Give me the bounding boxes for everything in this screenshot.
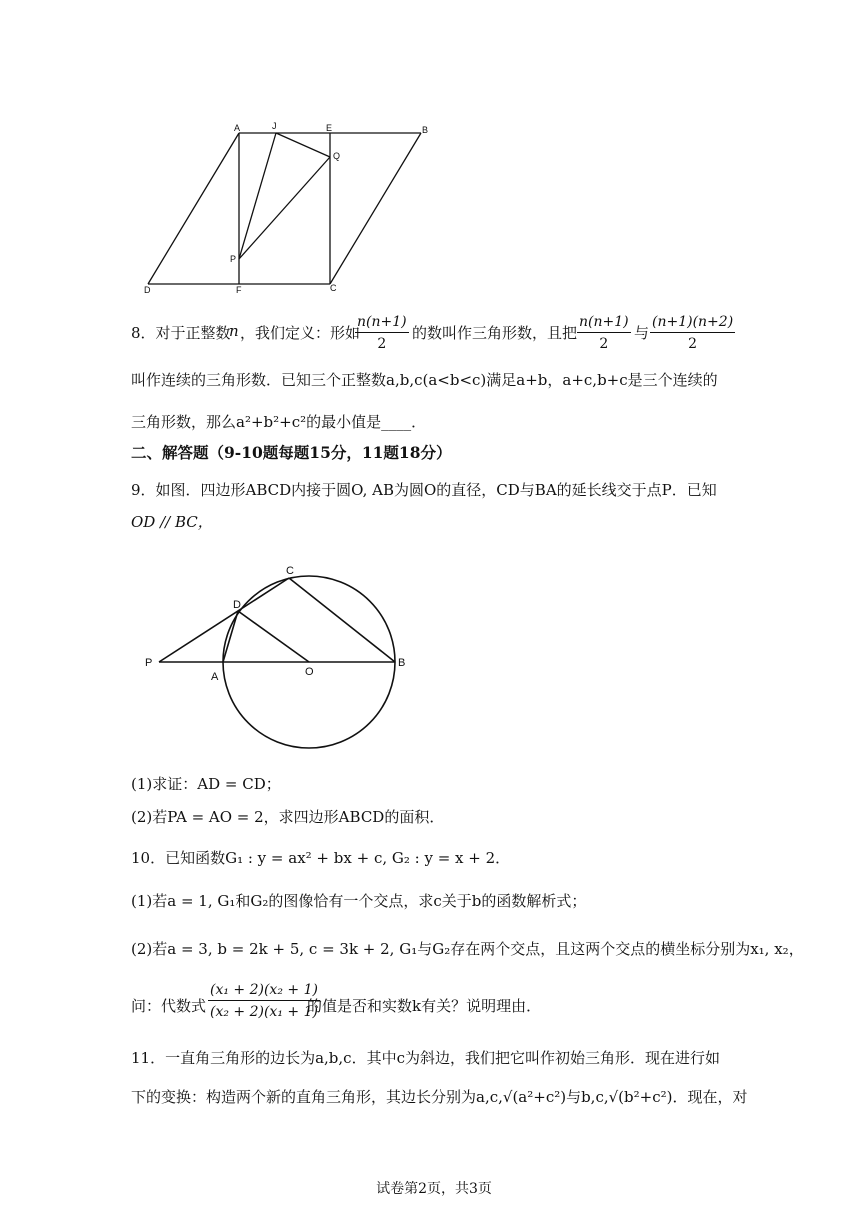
point-label-e: E bbox=[326, 123, 333, 133]
point-label-a: A bbox=[234, 123, 241, 133]
q9-line1: 9．如图．四边形ABCD内接于圆O, AB为圆O的直径，CD与BA的延长线交于点P．已知 bbox=[131, 481, 717, 499]
q8-frac2-num: n(n+1) bbox=[577, 312, 631, 333]
q10-line1: 10．已知函数G₁ : y = ax² + bx + c, G₂ : y = x + 2． bbox=[131, 849, 511, 867]
q10-part2: (2)若a = 3, b = 2k + 5, c = 3k + 2, G₁与G₂存在两个交点，且这两个交点的横坐标分别为x₁, x₂， bbox=[131, 940, 804, 958]
point-label-q: Q bbox=[333, 151, 341, 161]
q10-frac-num: (x₁ + 2)(x₂ + 1) bbox=[208, 980, 320, 1001]
section-heading: 二、解答题（9-10题每题15分，11题18分） bbox=[131, 443, 452, 462]
circle-label-p: P bbox=[145, 657, 153, 669]
q8-frac3-den: 2 bbox=[688, 336, 698, 352]
q8-var-n: n bbox=[229, 322, 239, 340]
q9-part2: (2)若PA = AO = 2，求四边形ABCD的面积． bbox=[131, 808, 445, 826]
q9-line2: OD // BC， bbox=[131, 513, 213, 531]
point-label-c: C bbox=[330, 283, 337, 293]
q8-frac1-den: 2 bbox=[377, 336, 387, 352]
q11-line1: 11．一直角三角形的边长为a,b,c．其中c为斜边，我们把它叫作初始三角形．现在进行如 bbox=[131, 1049, 720, 1067]
q8-line1-b: ，我们定义：形如 bbox=[240, 324, 361, 342]
q8-frac3-num: (n+1)(n+2) bbox=[650, 312, 735, 333]
circle-label-o: O bbox=[305, 666, 314, 678]
q10-part2b-a: 问：代数式 bbox=[131, 997, 207, 1015]
q9-part1: (1)求证：AD = CD； bbox=[131, 775, 281, 793]
q8-line2: 叫作连续的三角形数．已知三个正整数a,b,c(a<b<c)满足a+b，a+c,b+c是三个连续的 bbox=[131, 371, 718, 389]
q10-frac-den: (x₂ + 2)(x₁ + 1) bbox=[210, 1004, 318, 1020]
q8-frac2-den: 2 bbox=[599, 336, 609, 352]
q10-part1: (1)若a = 1, G₁和G₂的图像恰有一个交点，求c关于b的函数解析式； bbox=[131, 892, 587, 910]
page-footer: 试卷第2页，共3页 bbox=[376, 1181, 492, 1197]
circle-label-a: A bbox=[211, 671, 219, 683]
q8-line1-c: 的数叫作三角形数，且把 bbox=[412, 324, 578, 342]
point-label-b: B bbox=[422, 125, 429, 135]
q8-line3: 三角形数，那么a²+b²+c²的最小值是____． bbox=[131, 413, 427, 431]
point-label-f: F bbox=[236, 285, 242, 295]
point-label-d: D bbox=[144, 285, 151, 295]
q8-frac1-num: n(n+1) bbox=[355, 312, 409, 333]
circle-label-d: D bbox=[233, 599, 241, 611]
point-label-p: P bbox=[230, 254, 237, 264]
point-label-j: J bbox=[272, 121, 277, 131]
q10-fraction bbox=[208, 980, 320, 1023]
q11-line2: 下的变换：构造两个新的直角三角形，其边长分别为a,c,√(a²+c²)与b,c,√(b²+c²)．现在，对 bbox=[131, 1088, 748, 1106]
q8-line1-d: 与 bbox=[634, 324, 650, 342]
q8-line1-a: 8．对于正整数 bbox=[131, 324, 231, 342]
circle-label-b: B bbox=[398, 657, 406, 669]
q10-part2b-b: 的值是否和实数k有关？说明理由． bbox=[307, 997, 542, 1015]
circle-label-c: C bbox=[286, 565, 294, 577]
